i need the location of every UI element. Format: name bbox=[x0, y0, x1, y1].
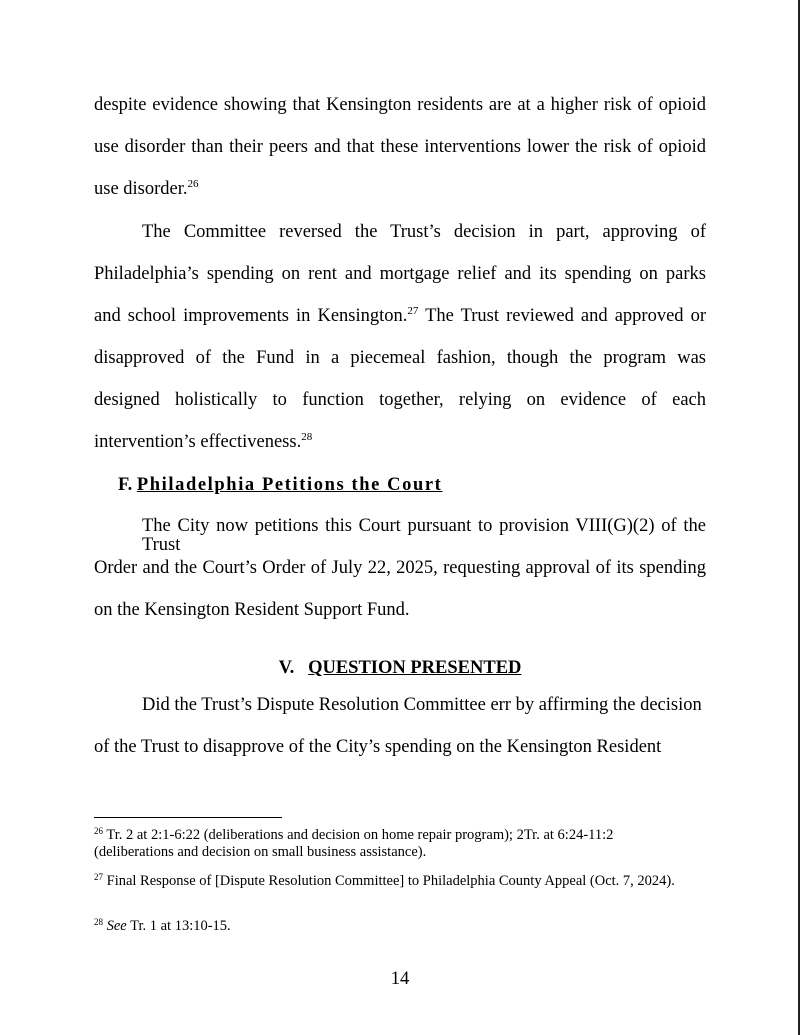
footnote-number: 26 bbox=[94, 826, 103, 836]
body-line: Did the Trust’s Dispute Resolution Committee err by affirming the decision bbox=[142, 695, 702, 715]
heading-letter: F. bbox=[118, 475, 133, 495]
body-line: of the Trust to disapprove of the City’s spending on the Kensington Resident bbox=[94, 737, 662, 757]
heading-title: QUESTION PRESENTED bbox=[308, 658, 522, 678]
body-line: despite evidence showing that Kensington residents are at a higher risk of opioid bbox=[94, 95, 706, 115]
body-line: on the Kensington Resident Support Fund. bbox=[94, 600, 410, 620]
footnote-text: Tr. 2 at 2:1-6:22 (deliberations and decision on home repair program); 2Tr. at 6:24-11:2 (deliberations and decision on small business assistance). bbox=[94, 827, 614, 860]
footnote-ref: 26 bbox=[187, 178, 199, 190]
heading-title: Philadelphia Petitions the Court bbox=[136, 475, 443, 495]
body-line bbox=[94, 433, 312, 452]
body-line: disapproved of the Fund in a piecemeal fashion, though the program was bbox=[94, 348, 706, 368]
body-text: use disorder. bbox=[94, 179, 188, 199]
footnote-signal: See bbox=[106, 918, 127, 934]
body-text: The Trust reviewed and approved or bbox=[418, 306, 706, 326]
footnote-ref: 27 bbox=[407, 305, 419, 317]
heading-numeral: V. bbox=[278, 658, 295, 678]
body-line bbox=[94, 180, 199, 199]
section-heading-v bbox=[0, 658, 800, 679]
footnote-number: 27 bbox=[94, 872, 103, 882]
page-number: 14 bbox=[390, 969, 410, 989]
footnote-ref: 28 bbox=[301, 431, 313, 443]
footnote-separator bbox=[94, 817, 282, 818]
body-line: The Committee reversed the Trust’s decision in part, approving of bbox=[142, 222, 706, 242]
footnote bbox=[94, 918, 694, 935]
body-line: The City now petitions this Court pursuant to provision VIII(G)(2) of the Trust bbox=[142, 516, 706, 555]
footnote bbox=[94, 873, 694, 890]
body-text: and school improvements in Kensington. bbox=[94, 306, 408, 326]
footnote-text: Tr. 1 at 13:10-15. bbox=[126, 918, 231, 934]
body-line bbox=[94, 307, 706, 326]
footnote bbox=[94, 827, 694, 861]
body-line: use disorder than their peers and that these interventions lower the risk of opioid bbox=[94, 137, 706, 157]
footnote-number: 28 bbox=[94, 917, 103, 927]
footnote-text: Final Response of [Dispute Resolution Committee] to Philadelphia County Appeal (Oct. 7, 2024). bbox=[106, 873, 675, 889]
body-text: intervention’s effectiveness. bbox=[94, 432, 302, 452]
section-heading-f bbox=[118, 475, 442, 496]
body-line: Order and the Court’s Order of July 22, 2025, requesting approval of its spending bbox=[94, 558, 706, 578]
body-line: designed holistically to function together, relying on evidence of each bbox=[94, 390, 706, 410]
body-line: Philadelphia’s spending on rent and mortgage relief and its spending on parks bbox=[94, 264, 706, 284]
